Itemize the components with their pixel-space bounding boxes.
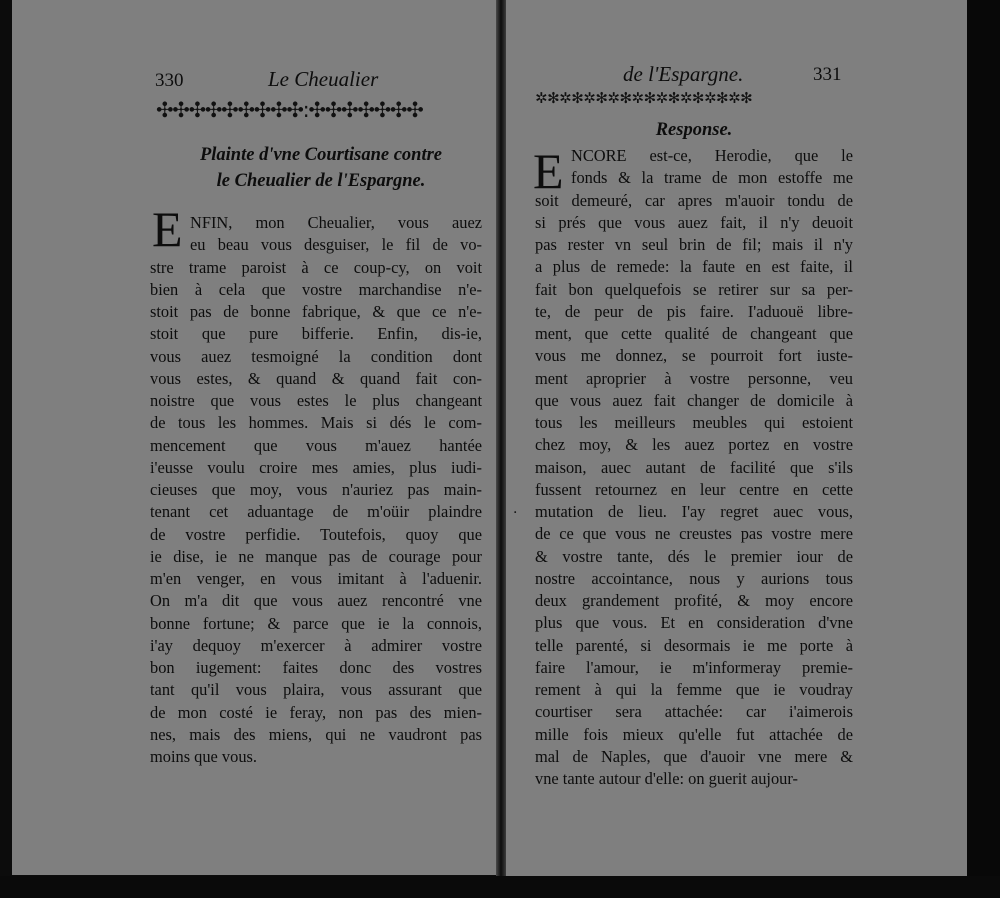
drop-cap: E	[152, 201, 183, 257]
text-line: moins que vous.	[150, 747, 257, 766]
book-gutter	[496, 0, 506, 880]
running-head: de l'Espargne.	[623, 62, 744, 86]
text-line: de mon costé ie feray, non pas des mien-	[150, 702, 482, 722]
text-line: vous estes, & quand & quand fait con-	[150, 368, 482, 388]
text-line: vous me donnez, se pourroit fort iuste-	[535, 346, 853, 366]
text-line: On m'a dit que vous auez rencontré vne	[150, 591, 482, 611]
text-line: stoit pas de bonne fabrique, & que ce n'e-	[150, 302, 482, 321]
bottom-edge	[0, 876, 1000, 898]
text-line: NCORE est-ce, Herodie, que le	[571, 146, 853, 165]
text-line: m'en venger, en vous imitant à l'aduenir.	[150, 569, 482, 588]
text-line: que vous auez fait changer de domicile à	[535, 390, 853, 410]
text-line: ment, que cette qualité de changeant que	[535, 324, 853, 343]
text-line: tous les meilleurs meubles qui estoient	[535, 413, 853, 432]
text-line: fait bon quelquefois se retirer sur sa per-	[535, 279, 853, 299]
text-line: plus que vous. Et en consideration d'vne	[535, 613, 853, 633]
body-text	[150, 212, 482, 768]
drop-cap: E	[533, 143, 564, 199]
text-line: noistre que vous estes le plus changeant	[150, 391, 482, 410]
right-page	[505, 0, 967, 878]
text-line: de tous les hommes. Mais si dés le com-	[150, 413, 482, 433]
section-heading	[154, 142, 488, 194]
text-line: a plus de remede: la faute en est faite, il	[535, 257, 853, 277]
text-line: nostre accointance, nous y aurions tous	[535, 568, 853, 588]
section-heading	[535, 117, 853, 143]
text-line: rement à qui la femme que ie voudray	[535, 680, 853, 699]
text-line: tenant cet aduantage de m'oüir plaindre	[150, 502, 482, 522]
text-line: tant qu'il vous plaira, vous assurant que	[150, 680, 482, 700]
heading-line: le Cheualier de l'Espargne.	[216, 171, 426, 191]
text-line: stre trame paroist à ce coup-cy, on voit	[150, 257, 482, 277]
page-edge	[967, 0, 1000, 898]
ornament-band: ✲✻✲✻✲✻✲✻✲✻✲✻✲✻✲✻✲✻	[535, 89, 753, 107]
text-line: stoit que pure bifferie. Enfin, dis-ie,	[150, 324, 482, 344]
page-number: 330	[155, 70, 184, 91]
text-line: bien à cela que vostre marchandise n'e-	[150, 279, 482, 299]
text-line: & vostre tante, dés le premier iour de	[535, 546, 853, 566]
page-number: 331	[813, 64, 842, 85]
text-line: te, de peur de pis faire. I'aduouë libre-	[535, 301, 853, 321]
gutter-mark: ·	[513, 505, 518, 521]
heading-line: Response.	[655, 120, 733, 140]
text-line: cieuses que moy, vous n'auriez pas main-	[150, 480, 482, 499]
text-line: deux grandement profité, & moy encore	[535, 591, 853, 610]
text-line: i'eusse voulu croire mes amies, plus iudi-	[150, 457, 482, 477]
left-page	[12, 0, 498, 875]
running-head: Le Cheualier	[268, 67, 379, 91]
text-line: mencement que vous m'auez hantée	[150, 435, 482, 455]
text-line: mutation de lieu. I'ay regret auec vous,	[535, 502, 853, 521]
text-line: mille fois mieux qu'elle fut attachée de	[535, 724, 853, 744]
heading-line: Plainte d'vne Courtisane contre	[199, 145, 443, 165]
text-line: nes, mais des miens, qui ne vaudront pas	[150, 724, 482, 744]
text-line: telle parenté, si desormais ie me porte à	[535, 635, 853, 655]
text-line: vous auez tesmoigné la condition dont	[150, 346, 482, 366]
text-line: pas rester vn seul brin de fil; mais il n'y	[535, 235, 853, 254]
body-text	[535, 145, 853, 790]
text-line: i'ay dequoy m'exercer à admirer vostre	[150, 635, 482, 655]
text-line: faire l'amour, ie m'informeray premie-	[535, 657, 853, 677]
ornament-band: ✣✣✣✣✣✣✣✣✣:✣✣✣✣✣✣✣	[156, 98, 423, 122]
text-line: eu beau vous desguiser, le fil de vo-	[190, 235, 482, 255]
text-line: ie dise, ie ne manque pas de courage pour	[150, 546, 482, 566]
text-line: de ce que vous ne creustes pas vostre mere	[535, 524, 853, 544]
text-line: bonne fortune; & parce que ie la connois,	[150, 613, 482, 633]
text-line: fussent retournez en leur centre en cette	[535, 479, 853, 499]
text-line: NFIN, mon Cheualier, vous auez	[190, 213, 482, 232]
text-line: courtiser sera attachée: car i'aimerois	[535, 702, 853, 722]
text-line: mal de Naples, que d'auoir vne mere &	[535, 746, 853, 766]
text-line: si prés que vous auez fait, il n'y deuoit	[535, 212, 853, 232]
text-line: soit demeuré, car apres m'auoir tondu de	[535, 190, 853, 210]
text-line: de vostre perfidie. Toutefois, quoy que	[150, 524, 482, 544]
text-line: chez moy, & les auez portez en vostre	[535, 435, 853, 455]
text-line: fonds & la trame de mon estoffe me	[571, 168, 853, 188]
text-line: maison, auec autant de facilité que s'ils	[535, 457, 853, 477]
text-line: ment aproprier à vostre personne, veu	[535, 368, 853, 388]
text-line: bon iugement: faites donc des vostres	[150, 658, 482, 677]
text-line: vne tante autour d'elle: on guerit aujour-	[535, 769, 798, 788]
